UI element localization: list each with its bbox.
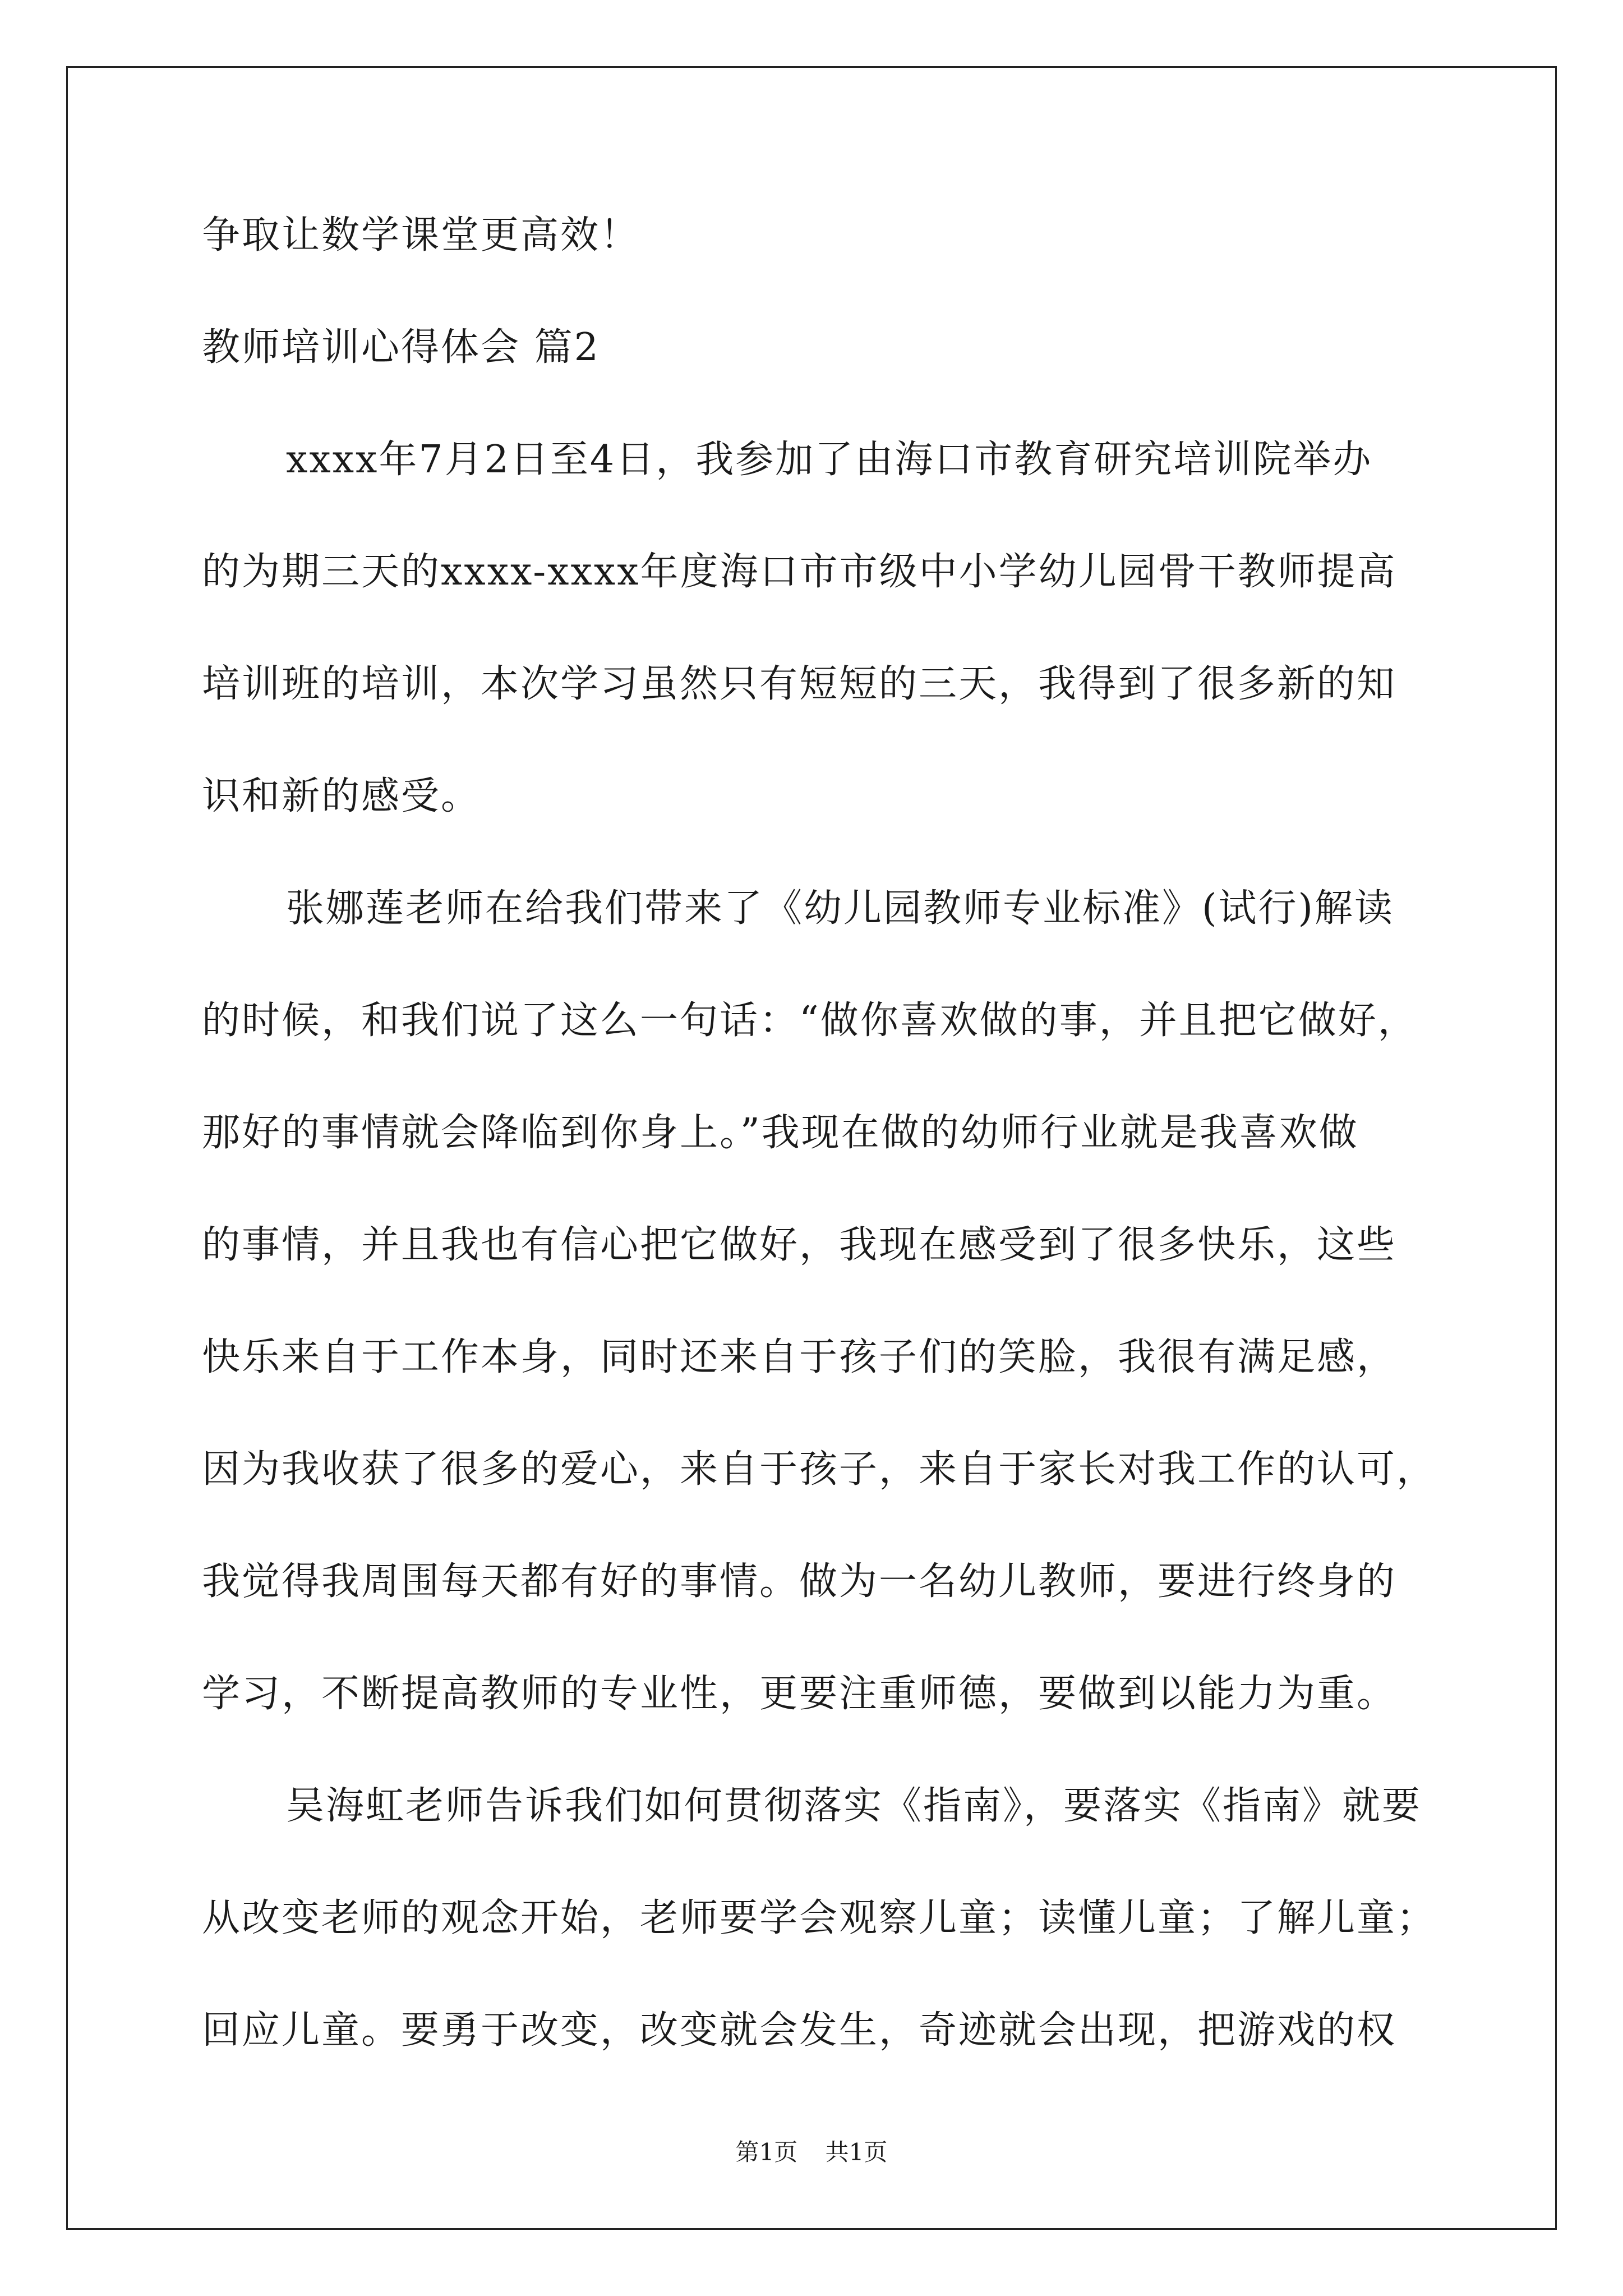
page-total: 共1页 — [825, 2138, 888, 2166]
document-body — [202, 213, 1436, 2120]
paragraph-line: 从改变老师的观念开始，老师要学会观察儿童；读懂儿童；了解儿童； — [202, 1896, 1437, 1940]
paragraph-line: 吴海虹老师告诉我们如何贯彻落实《指南》，要落实《指南》就要 — [286, 1784, 1422, 1828]
paragraph-line: 的为期三天的xxxx-xxxx年度海口市市级中小学幼儿园骨干教师提高 — [202, 550, 1397, 594]
paragraph-line: 学习，不断提高教师的专业性，更要注重师德，要做到以能力为重。 — [202, 1672, 1397, 1716]
page-footer — [0, 2138, 1623, 2166]
paragraph-line: 快乐来自于工作本身，同时还来自于孩子们的笑脸，我很有满足感， — [202, 1335, 1397, 1379]
paragraph-line: 我觉得我周围每天都有好的事情。做为一名幼儿教师，要进行终身的 — [202, 1559, 1397, 1604]
paragraph-line: 的事情，并且我也有信心把它做好，我现在感受到了很多快乐，这些 — [202, 1223, 1397, 1267]
paragraph-line: 张娜莲老师在给我们带来了《幼儿园教师专业标准》(试行)解读 — [286, 886, 1395, 931]
paragraph-line: 回应儿童。要勇于改变，改变就会发生，奇迹就会出现，把游戏的权 — [202, 2008, 1397, 2053]
paragraph-line: 那好的事情就会降临到你身上。”我现在做的幼师行业就是我喜欢做 — [202, 1111, 1359, 1155]
text-line: 争取让数学课堂更高效！ — [202, 213, 640, 257]
paragraph-line: 识和新的感受。 — [202, 774, 481, 818]
paragraph-line: 的时候，和我们说了这么一句话：“做你喜欢做的事，并且把它做好， — [202, 999, 1418, 1043]
paragraph-line: 因为我收获了很多的爱心，来自于孩子，来自于家长对我工作的认可， — [202, 1447, 1437, 1492]
section-heading: 教师培训心得体会 篇2 — [202, 325, 600, 370]
paragraph-line: xxxx年7月2日至4日，我参加了由海口市教育研究培训院举办 — [286, 438, 1373, 482]
paragraph-line: 培训班的培训，本次学习虽然只有短短的三天，我得到了很多新的知 — [202, 662, 1397, 706]
page-number: 第1页 — [735, 2138, 798, 2166]
